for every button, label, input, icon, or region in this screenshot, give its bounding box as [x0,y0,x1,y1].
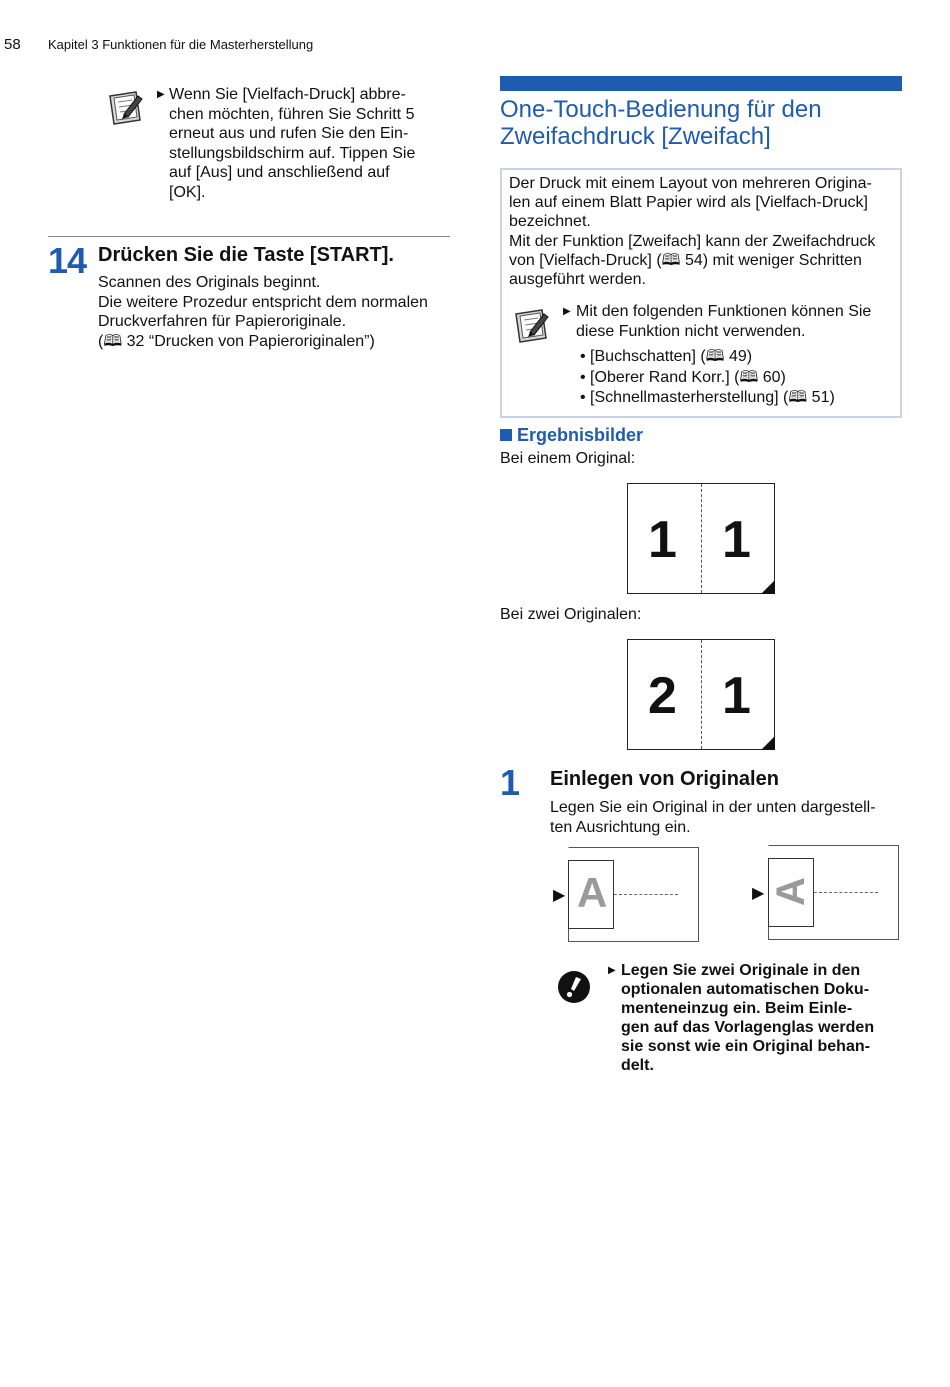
book-reference-icon: 🕮 [788,389,808,406]
sheet-divider [701,484,702,593]
sheet-digit-right: 1 [722,511,751,569]
step-title: Drücken Sie die Taste [START]. [98,244,394,266]
info-list [580,347,898,409]
note-line: Wenn Sie [Vielfach-Druck] abbre- [169,86,406,103]
book-reference-icon: 🕮 [739,368,759,386]
step-line: Die weitere Prozedur entspricht dem normalen [98,293,428,311]
sheet-digit-left: 1 [648,511,677,569]
book-reference-icon: 🕮 [705,348,725,365]
step-body: Legen Sie ein Original in der unten dargestell- ten Ausrichtung ein. [550,799,876,836]
bullet-arrow-icon: ▶ [563,306,571,317]
sheet-divider [701,640,702,749]
step-title: Einlegen von Originalen [550,768,779,790]
orientation-diagram-upright [553,847,701,944]
two-originals-label: Bei zwei Originalen: [500,606,642,623]
book-reference-icon: 🕮 [103,332,123,350]
list-item: • [Schnellmasterherstellung] (🕮 51) [580,389,835,406]
note-text [169,85,449,203]
sheet-digit-left: 2 [648,667,677,725]
result-sheet-two-originals [627,639,775,750]
insert-arrow-icon: ▶ [752,885,765,902]
caution-text: Legen Sie zwei Originale in den optionalen automatischen Doku- menteneinzug ein. Beim Einle- gen auf das Vorlagenglas werden sie sonst wie ein Original behan- delt. [621,962,875,1074]
note-line: [OK]. [169,183,206,201]
step-body [98,273,450,351]
square-bullet-icon [500,429,512,441]
section-bar [500,76,902,91]
corner-cut [568,847,581,860]
orientation-diagram-rotated [752,845,900,942]
folded-corner-icon [761,580,775,594]
one-original-label: Bei einem Original: [500,450,636,467]
step-line: Scannen des Originals beginnt. [98,274,321,291]
corner-cut [768,845,781,858]
step-divider [48,236,450,237]
original-letter: A [577,869,608,916]
pencil-note-icon [512,306,550,344]
list-item: • [Buchschatten] (🕮 49) [580,348,753,365]
bullet-arrow-icon: ▶ [157,89,165,100]
step-number: 14 [48,240,87,281]
caution-exclamation-icon [557,970,591,1004]
pencil-note-icon [106,88,144,126]
insert-arrow-icon: ▶ [553,887,566,904]
list-item: • [Oberer Rand Korr.] (🕮 60) [580,368,786,386]
note-line: auf [Aus] und anschließend auf [169,164,390,182]
page-number: 58 [4,36,21,53]
results-heading: Ergebnisbilder [500,425,643,446]
info-note: Mit den folgenden Funktionen können Sie diese Funktion nicht verwenden. [576,303,872,340]
chapter-title: Kapitel 3 Funktionen für die Masterherstellung [48,37,314,52]
note-line: chen möchten, führen Sie Schritt 5 [169,105,415,123]
sheet-digit-right: 1 [722,667,751,725]
note-line: stellungsbildschirm auf. Tippen Sie [169,144,416,162]
book-reference-icon: 🕮 [661,251,681,269]
step-number: 1 [500,762,520,803]
step-line: Druckverfahren für Papieroriginale. [98,313,347,331]
folded-corner-icon [761,736,775,750]
result-sheet-one-original [627,483,775,594]
section-title: One-Touch-Bedienung für den Zweifachdruck [Zweifach] [500,96,822,150]
info-text: Der Druck mit einem Layout von mehreren Origina- len auf einem Blatt Papier wird als [Vielfach-Druck] bezeichnet. Mit der Funktion [Zweifach] kann der Zweifachdruck von [Vielfach-Druck] (🕮 54) mit weniger Schritten ausgeführt werden. [509,175,876,289]
original-letter: A [768,877,813,906]
note-line: erneut aus und rufen Sie den Ein- [169,125,409,143]
step-reference: (🕮 32 “Drucken von Papieroriginalen”) [98,332,375,350]
bullet-arrow-icon: ▶ [608,965,616,976]
